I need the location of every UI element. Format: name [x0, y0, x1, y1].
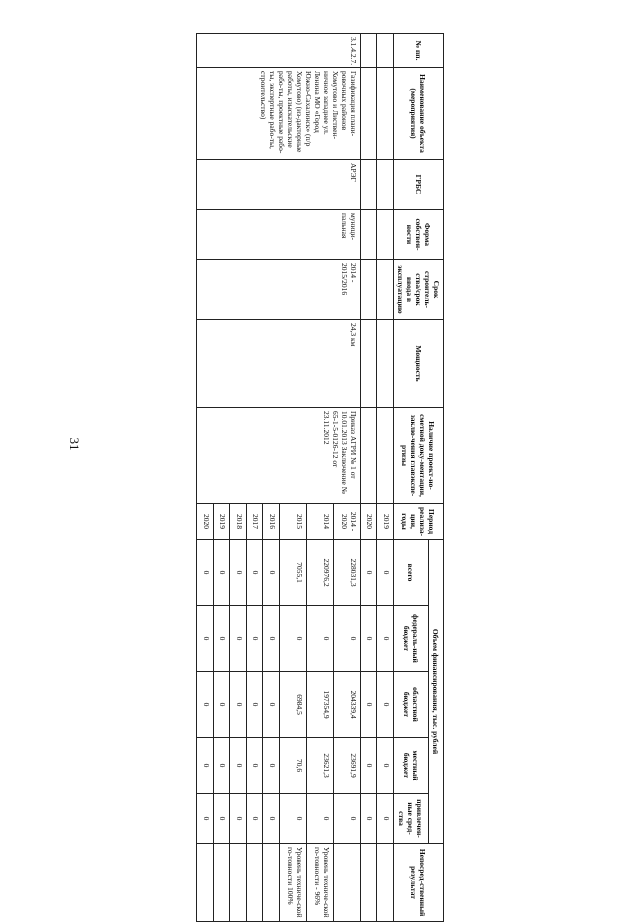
item-grbs: АРЭГ [197, 160, 361, 210]
federal-cell: 0 [377, 606, 394, 672]
total-cell: 220976,2 [306, 540, 333, 606]
attracted-cell: 0 [230, 794, 247, 844]
regional-cell: 6984,5 [279, 672, 306, 738]
attracted-cell: 0 [306, 794, 333, 844]
attracted-cell: 0 [263, 794, 280, 844]
period-cell: 2014 - 2020 [333, 504, 360, 540]
period-cell: 2015 [279, 504, 306, 540]
total-cell: 0 [213, 540, 230, 606]
regional-cell: 0 [361, 672, 378, 738]
attracted-cell: 0 [361, 794, 378, 844]
result-cell [230, 844, 247, 922]
header-regional: областной бюджет [394, 672, 429, 738]
header-design-docs: Наличие проект-но-сметной доку-ментации, заклю-чения главэкспе-ртизы [394, 408, 444, 504]
table-row [333, 34, 360, 922]
page-number: 31 [67, 437, 82, 451]
regional-cell: 0 [197, 672, 214, 738]
result-cell [361, 844, 378, 922]
local-cell: 70,6 [279, 738, 306, 794]
local-cell: 0 [197, 738, 214, 794]
header-local: местный бюджет [394, 738, 429, 794]
period-cell: 2019 [213, 504, 230, 540]
header-grbs: ГРБС [394, 160, 444, 210]
federal-cell: 0 [361, 606, 378, 672]
total-cell: 228031,3 [333, 540, 360, 606]
regional-cell: 197354,9 [306, 672, 333, 738]
item-construction-period: 2014 - 2015/2016 [197, 260, 361, 320]
header-federal: федераль-ный бюджет [394, 606, 429, 672]
total-cell: 0 [377, 540, 394, 606]
federal-cell: 0 [246, 606, 263, 672]
result-cell [263, 844, 280, 922]
attracted-cell: 0 [377, 794, 394, 844]
total-cell: 0 [230, 540, 247, 606]
regional-cell: 204339,4 [333, 672, 360, 738]
period-cell: 2018 [230, 504, 247, 540]
result-cell: Уровень техниче-ской го-товности 100% [279, 844, 306, 922]
attracted-cell: 0 [246, 794, 263, 844]
table-header [394, 34, 444, 922]
federal-cell: 0 [306, 606, 333, 672]
period-cell: 2017 [246, 504, 263, 540]
federal-cell: 0 [279, 606, 306, 672]
federal-cell: 0 [230, 606, 247, 672]
item-ownership: муници-пальная [197, 210, 361, 260]
table-row [361, 34, 378, 922]
result-cell [197, 844, 214, 922]
period-cell: 2020 [197, 504, 214, 540]
regional-cell: 0 [263, 672, 280, 738]
local-cell: 0 [263, 738, 280, 794]
header-capacity: Мощность [394, 320, 444, 408]
header-ownership: Форма собствен-ности [394, 210, 444, 260]
result-cell: Уровень техниче-ской го-товности - 96% [306, 844, 333, 922]
header-name: Наименование объекта (мероприятия) [394, 68, 444, 160]
total-cell: 0 [246, 540, 263, 606]
attracted-cell: 0 [197, 794, 214, 844]
attracted-cell: 0 [213, 794, 230, 844]
local-cell: 0 [213, 738, 230, 794]
total-cell: 7055,1 [279, 540, 306, 606]
header-result: Непосред-ственный результат [394, 844, 444, 922]
total-cell: 0 [263, 540, 280, 606]
regional-cell: 0 [377, 672, 394, 738]
item-name: Газификация плани-ровочных районов Хомутово и Листвен-ничное западнее ул. Ленина МО «Город Южно-Сахалинск» (п/р Хомутово) (из-дакторные работы, изыскательские рабо-ты, проектные рабо-ты, экспертные рабо-ты, строительство) [197, 68, 361, 160]
regional-cell: 0 [246, 672, 263, 738]
item-capacity: 24,3 км [197, 320, 361, 408]
header-attracted: привлечен-ные сред-ства [394, 794, 429, 844]
local-cell: 0 [361, 738, 378, 794]
local-cell: 23621,3 [306, 738, 333, 794]
result-cell [213, 844, 230, 922]
local-cell: 0 [377, 738, 394, 794]
local-cell: 0 [246, 738, 263, 794]
header-financing-group: Объем финансирования, тыс. рублей [428, 540, 443, 844]
header-construction-period: Срок строитель-ства/срок ввода в эксплуатацию [394, 260, 444, 320]
period-cell: 2014 [306, 504, 333, 540]
financing-table [196, 33, 444, 922]
federal-cell: 0 [263, 606, 280, 672]
financing-table-sheet [200, 33, 444, 918]
federal-cell: 0 [197, 606, 214, 672]
period-cell: 2019 [377, 504, 394, 540]
item-number: 3.1.4.2.7. [197, 34, 361, 68]
period-cell: 2020 [361, 504, 378, 540]
local-cell: 0 [230, 738, 247, 794]
table-row [377, 34, 394, 922]
total-cell: 0 [361, 540, 378, 606]
result-cell [333, 844, 360, 922]
header-total: всего [394, 540, 429, 606]
total-cell: 0 [197, 540, 214, 606]
federal-cell: 0 [213, 606, 230, 672]
result-cell [377, 844, 394, 922]
federal-cell: 0 [333, 606, 360, 672]
item-design-docs: Приказ АГРИ № 1 от 10.01.2013 Заключение № 65-1-5-0126-12 от 23.11.2012 [197, 408, 361, 504]
attracted-cell: 0 [333, 794, 360, 844]
regional-cell: 0 [213, 672, 230, 738]
result-cell [246, 844, 263, 922]
period-cell: 2016 [263, 504, 280, 540]
header-no: № пп. [394, 34, 444, 68]
attracted-cell: 0 [279, 794, 306, 844]
header-period: Период реализа-ции, годы [394, 504, 444, 540]
table-body [197, 34, 394, 922]
regional-cell: 0 [230, 672, 247, 738]
local-cell: 23691,9 [333, 738, 360, 794]
